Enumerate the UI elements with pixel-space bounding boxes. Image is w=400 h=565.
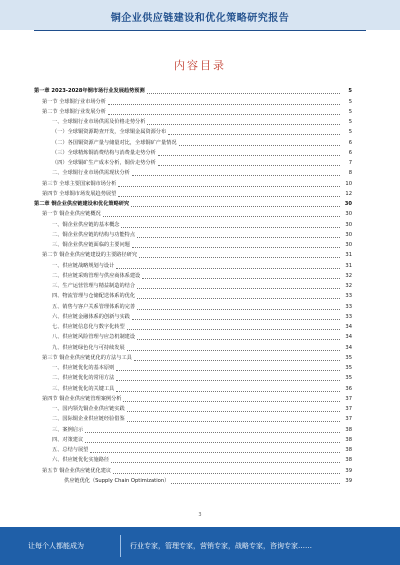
toc-entry[interactable] bbox=[34, 404, 352, 414]
toc-entry-page: 33 bbox=[345, 303, 352, 310]
toc-entry-page: 31 bbox=[345, 262, 352, 269]
dot-leader bbox=[132, 247, 340, 248]
dot-leader bbox=[108, 104, 340, 105]
toc-entry-label: 第二节 全球铜行业发展分析 bbox=[42, 108, 106, 115]
toc-entry-label: 第一节 全球铜行业市场分析 bbox=[42, 98, 106, 105]
toc-entry-page: 34 bbox=[345, 334, 352, 341]
toc-entry[interactable] bbox=[34, 127, 352, 137]
header-divider bbox=[34, 30, 366, 31]
toc-entry-page: 12 bbox=[345, 190, 352, 197]
toc-entry-page: 37 bbox=[345, 395, 352, 402]
toc-entry[interactable] bbox=[34, 455, 352, 465]
dot-leader bbox=[142, 278, 340, 279]
footer-slogan-right: 行业专家，管理专家，营销专家，战略专家，咨询专家…… bbox=[130, 542, 312, 550]
toc-entry-label: 第四节 铜企业供应链管理案例分析 bbox=[42, 395, 122, 402]
toc-entry[interactable] bbox=[34, 158, 352, 168]
toc-entry-page: 33 bbox=[345, 313, 352, 320]
toc-entry[interactable] bbox=[34, 465, 352, 475]
toc-entry[interactable] bbox=[34, 476, 352, 486]
dot-leader bbox=[137, 288, 340, 289]
dot-leader bbox=[103, 216, 340, 217]
toc-entry-page: 35 bbox=[345, 375, 352, 382]
toc-entry-label: 一、供应链优化的基本原则 bbox=[52, 365, 115, 371]
toc-entry[interactable] bbox=[34, 107, 352, 117]
dot-leader bbox=[85, 442, 340, 443]
table-of-contents bbox=[34, 86, 352, 486]
toc-entry[interactable] bbox=[34, 373, 352, 383]
toc-entry-label: 一、国内领先铜企业供应链实践 bbox=[52, 406, 125, 412]
toc-entry-page: 30 bbox=[345, 231, 352, 238]
toc-entry-label: 八、供应链风险管理与应急机制建设 bbox=[52, 334, 136, 341]
toc-entry-label: 三、案例启示 bbox=[52, 426, 84, 433]
toc-entry-label: 二、国际铜企业供应链经验借鉴 bbox=[52, 416, 125, 423]
toc-entry-label: （三）全球精炼铜消费结构与消费量走势分析 bbox=[52, 149, 156, 156]
toc-entry-page: 33 bbox=[345, 293, 352, 300]
toc-entry-label: 一、铜企业供应链的基本概念 bbox=[52, 221, 120, 228]
toc-entry-page: 34 bbox=[345, 344, 352, 351]
toc-entry-page: 32 bbox=[345, 283, 352, 289]
footer-slogan-left: 让每个人都能成为 bbox=[28, 542, 84, 550]
toc-entry-page: 35 bbox=[345, 354, 352, 361]
dot-leader bbox=[137, 298, 340, 299]
toc-entry[interactable] bbox=[34, 178, 352, 188]
toc-entry-page: 31 bbox=[345, 252, 352, 259]
dot-leader bbox=[132, 319, 340, 320]
dot-leader bbox=[116, 380, 340, 381]
toc-entry-label: 第三节 全球主要国家铜市场分析 bbox=[42, 180, 117, 187]
toc-entry-label: 七、供应链信息化与数字化转型 bbox=[52, 324, 125, 330]
dot-leader bbox=[127, 421, 340, 422]
toc-entry-page: 30 bbox=[345, 242, 352, 248]
toc-entry[interactable] bbox=[34, 117, 352, 127]
toc-entry[interactable] bbox=[34, 332, 352, 342]
toc-entry-page: 30 bbox=[345, 221, 352, 228]
dot-leader bbox=[137, 339, 340, 340]
dot-leader bbox=[111, 462, 340, 463]
toc-entry-page: 10 bbox=[345, 180, 352, 187]
toc-entry-page: 5 bbox=[348, 98, 352, 105]
toc-entry-label: （二）各国铜资源产量与储量对比，全球铜矿产量情况 bbox=[52, 139, 177, 146]
dot-leader bbox=[127, 329, 340, 330]
dot-leader bbox=[118, 186, 340, 187]
toc-entry-page: 39 bbox=[345, 477, 352, 484]
toc-entry-label: 第四节 全球铜市场发展趋势展望 bbox=[42, 190, 117, 197]
dot-leader bbox=[127, 411, 340, 412]
dot-leader bbox=[171, 483, 340, 484]
toc-entry[interactable] bbox=[34, 260, 352, 270]
toc-heading: 内容目录 bbox=[174, 59, 226, 72]
toc-entry[interactable] bbox=[34, 342, 352, 352]
toc-entry[interactable] bbox=[34, 189, 352, 199]
toc-entry-label: 第二节 铜企业供应链建设的主要路径研究 bbox=[42, 252, 138, 259]
toc-entry[interactable] bbox=[34, 137, 352, 147]
toc-entry-page: 38 bbox=[345, 436, 352, 443]
page-number: 3 bbox=[198, 512, 202, 518]
toc-entry-page: 5 bbox=[348, 108, 352, 115]
dot-leader bbox=[132, 175, 340, 176]
toc-entry-label: 三、铜企业供应链面临的主要问题 bbox=[52, 242, 130, 248]
toc-entry[interactable] bbox=[34, 281, 352, 291]
toc-entry-label: 九、供应链绿色化与可持续发展 bbox=[52, 344, 125, 351]
toc-entry-label: 五、销售与客户关系管理体系的完善 bbox=[52, 303, 136, 310]
dot-leader bbox=[147, 124, 340, 125]
toc-entry-page: 39 bbox=[345, 467, 352, 474]
dot-leader bbox=[139, 257, 340, 258]
toc-entry-page: 5 bbox=[348, 129, 352, 136]
toc-entry-page: 5 bbox=[348, 119, 352, 125]
toc-entry-page: 37 bbox=[345, 416, 352, 423]
toc-entry-page: 38 bbox=[345, 426, 352, 433]
dot-leader bbox=[123, 401, 340, 402]
toc-entry-label: 一、供应链战略规划与设计 bbox=[52, 262, 115, 269]
toc-entry[interactable] bbox=[34, 353, 352, 363]
toc-entry-page: 36 bbox=[345, 385, 352, 392]
toc-entry[interactable] bbox=[34, 301, 352, 311]
toc-entry-label: 六、供应链优化实施路径 bbox=[52, 457, 110, 464]
toc-entry[interactable] bbox=[34, 312, 352, 322]
toc-entry-page: 37 bbox=[345, 406, 352, 412]
toc-entry[interactable] bbox=[34, 199, 352, 209]
dot-leader bbox=[85, 432, 340, 433]
toc-entry[interactable] bbox=[34, 168, 352, 178]
toc-entry-label: 四、对策建议 bbox=[52, 436, 84, 443]
toc-entry[interactable] bbox=[34, 445, 352, 455]
dot-leader bbox=[168, 134, 340, 135]
dot-leader bbox=[127, 350, 340, 351]
toc-entry-label: 一、全球铜行业市场供需及价格走势分析 bbox=[52, 119, 146, 125]
toc-entry-page: 6 bbox=[348, 139, 352, 146]
toc-entry-label: 二、供应链优化的常用方法 bbox=[52, 375, 115, 382]
toc-entry-label: 五、总结与展望 bbox=[52, 447, 89, 453]
dot-leader bbox=[90, 452, 340, 453]
toc-entry-label: 四、物流管理与仓储配送体系的优化 bbox=[52, 293, 136, 300]
toc-entry[interactable] bbox=[34, 209, 352, 219]
dot-leader bbox=[137, 237, 340, 238]
dot-leader bbox=[108, 114, 340, 115]
dot-leader bbox=[137, 309, 340, 310]
toc-entry-label: 二、全球铜行业市场供需现状分析 bbox=[52, 170, 130, 177]
dot-leader bbox=[158, 165, 340, 166]
toc-entry-label: 第五节 铜企业供应链优化建议 bbox=[42, 467, 112, 474]
dot-leader bbox=[116, 370, 340, 371]
toc-entry-page: 38 bbox=[345, 447, 352, 453]
toc-entry-label: 三、供应链优化的关键工具 bbox=[52, 385, 115, 392]
toc-entry-page: 7 bbox=[348, 160, 352, 166]
toc-entry[interactable] bbox=[34, 424, 352, 434]
dot-leader bbox=[179, 145, 340, 146]
dot-leader bbox=[118, 196, 340, 197]
report-title: 铜企业供应链建设和优化策略研究报告 bbox=[110, 13, 290, 24]
toc-entry-label: 第一章 2023-2028年铜市场行业发展趋势预测 bbox=[34, 88, 145, 95]
toc-entry-label: （一）全球铜资源勘查开发，全球铜金属资源分布 bbox=[52, 129, 167, 136]
toc-entry[interactable] bbox=[34, 414, 352, 424]
toc-entry[interactable] bbox=[34, 363, 352, 373]
toc-entry[interactable] bbox=[34, 271, 352, 281]
toc-entry-page: 34 bbox=[345, 324, 352, 330]
toc-entry[interactable] bbox=[34, 435, 352, 445]
toc-entry-page: 30 bbox=[344, 201, 352, 207]
toc-entry[interactable] bbox=[34, 86, 352, 96]
toc-entry[interactable] bbox=[34, 383, 352, 393]
toc-entry-label: 第一节 铜企业供应链概况 bbox=[42, 211, 101, 218]
toc-entry-label: 第二章 铜企业供应链建设和优化策略研究 bbox=[34, 201, 130, 207]
dot-leader bbox=[131, 206, 340, 207]
toc-entry[interactable] bbox=[34, 96, 352, 106]
toc-entry-page: 35 bbox=[345, 365, 352, 371]
toc-entry-label: 三、生产运营管理与精益制造的结合 bbox=[52, 283, 136, 289]
toc-entry-page: 30 bbox=[345, 211, 352, 218]
toc-entry[interactable] bbox=[34, 394, 352, 404]
toc-entry-label: 第三节 铜企业供应链优化的方法与工具 bbox=[42, 354, 132, 361]
toc-entry-label: 二、铜企业供应链的结构与功能特点 bbox=[52, 231, 136, 238]
toc-entry-label: 二、供应链采购管理与供应商体系建设 bbox=[52, 272, 141, 279]
toc-entry-label: 供应链优化（Supply Chain Optimization） bbox=[64, 477, 170, 484]
dot-leader bbox=[121, 227, 340, 228]
toc-entry-page: 32 bbox=[345, 272, 352, 279]
toc-entry-page: 8 bbox=[348, 170, 352, 177]
dot-leader bbox=[116, 391, 340, 392]
dot-leader bbox=[116, 268, 340, 269]
dot-leader bbox=[113, 473, 340, 474]
toc-entry[interactable] bbox=[34, 322, 352, 332]
toc-entry[interactable] bbox=[34, 250, 352, 260]
toc-entry-page: 5 bbox=[348, 88, 352, 95]
toc-entry-page: 6 bbox=[348, 149, 352, 156]
toc-entry[interactable] bbox=[34, 240, 352, 250]
toc-entry-page: 38 bbox=[345, 457, 352, 464]
footer-divider bbox=[120, 535, 121, 557]
dot-leader bbox=[158, 155, 340, 156]
toc-entry[interactable] bbox=[34, 291, 352, 301]
toc-entry[interactable] bbox=[34, 230, 352, 240]
dot-leader bbox=[147, 93, 340, 94]
toc-entry-label: （四）全球铜矿生产成本分析，铜价走势分析 bbox=[52, 160, 156, 166]
dot-leader bbox=[134, 360, 340, 361]
toc-entry-label: 六、供应链金融体系的创新与实践 bbox=[52, 313, 130, 320]
toc-entry[interactable] bbox=[34, 219, 352, 229]
toc-entry[interactable] bbox=[34, 148, 352, 158]
